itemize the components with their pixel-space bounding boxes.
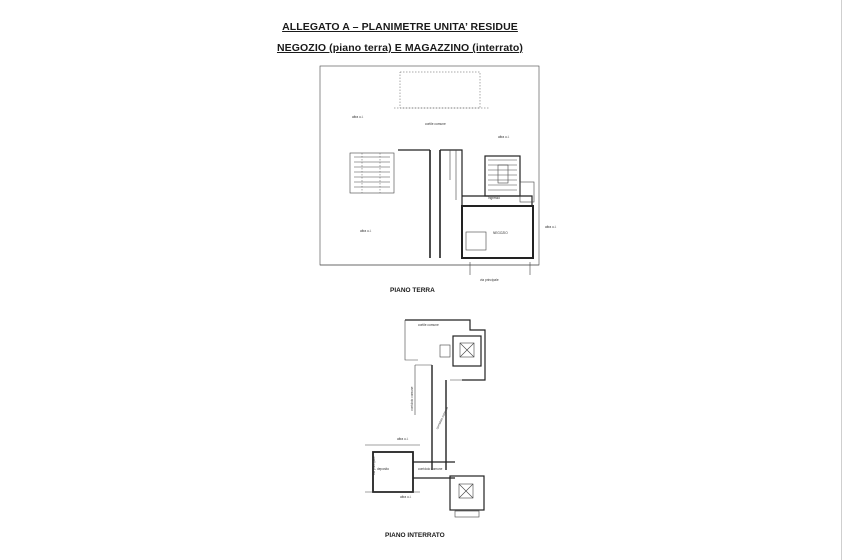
svg-text:NEGOZIO: NEGOZIO [493,231,508,235]
ground-floor-caption: PIANO TERRA [390,287,435,294]
svg-text:via principale: via principale [480,278,499,282]
svg-text:altra u.i.: altra u.i. [400,495,412,499]
svg-text:corridoio comune: corridoio comune [410,386,414,411]
svg-text:via principale: via principale [372,456,376,475]
svg-text:ingresso: ingresso [488,196,501,200]
document-title: ALLEGATO A – PLANIMETRE UNITA’ RESIDUE [282,21,518,33]
svg-text:corridoio comune: corridoio comune [418,467,443,471]
basement-top-stair [453,336,481,366]
svg-text:altra u.i.: altra u.i. [397,437,409,441]
svg-text:altra u.i.: altra u.i. [545,225,557,229]
svg-text:altra u.i.: altra u.i. [352,115,364,119]
svg-text:cortile comune: cortile comune [425,122,446,126]
svg-text:deposito: deposito [377,467,390,471]
basement-caption: PIANO INTERRATO [385,532,445,539]
svg-text:corridoio comune: corridoio comune [435,406,450,430]
svg-text:cortile comune: cortile comune [418,323,439,327]
svg-text:altra u.i.: altra u.i. [498,135,510,139]
page-edge [841,0,842,560]
basement-bottom-stair [450,476,484,510]
document-subtitle: NEGOZIO (piano terra) E MAGAZZINO (interrato) [276,42,523,54]
svg-text:altra u.i.: altra u.i. [360,229,372,233]
